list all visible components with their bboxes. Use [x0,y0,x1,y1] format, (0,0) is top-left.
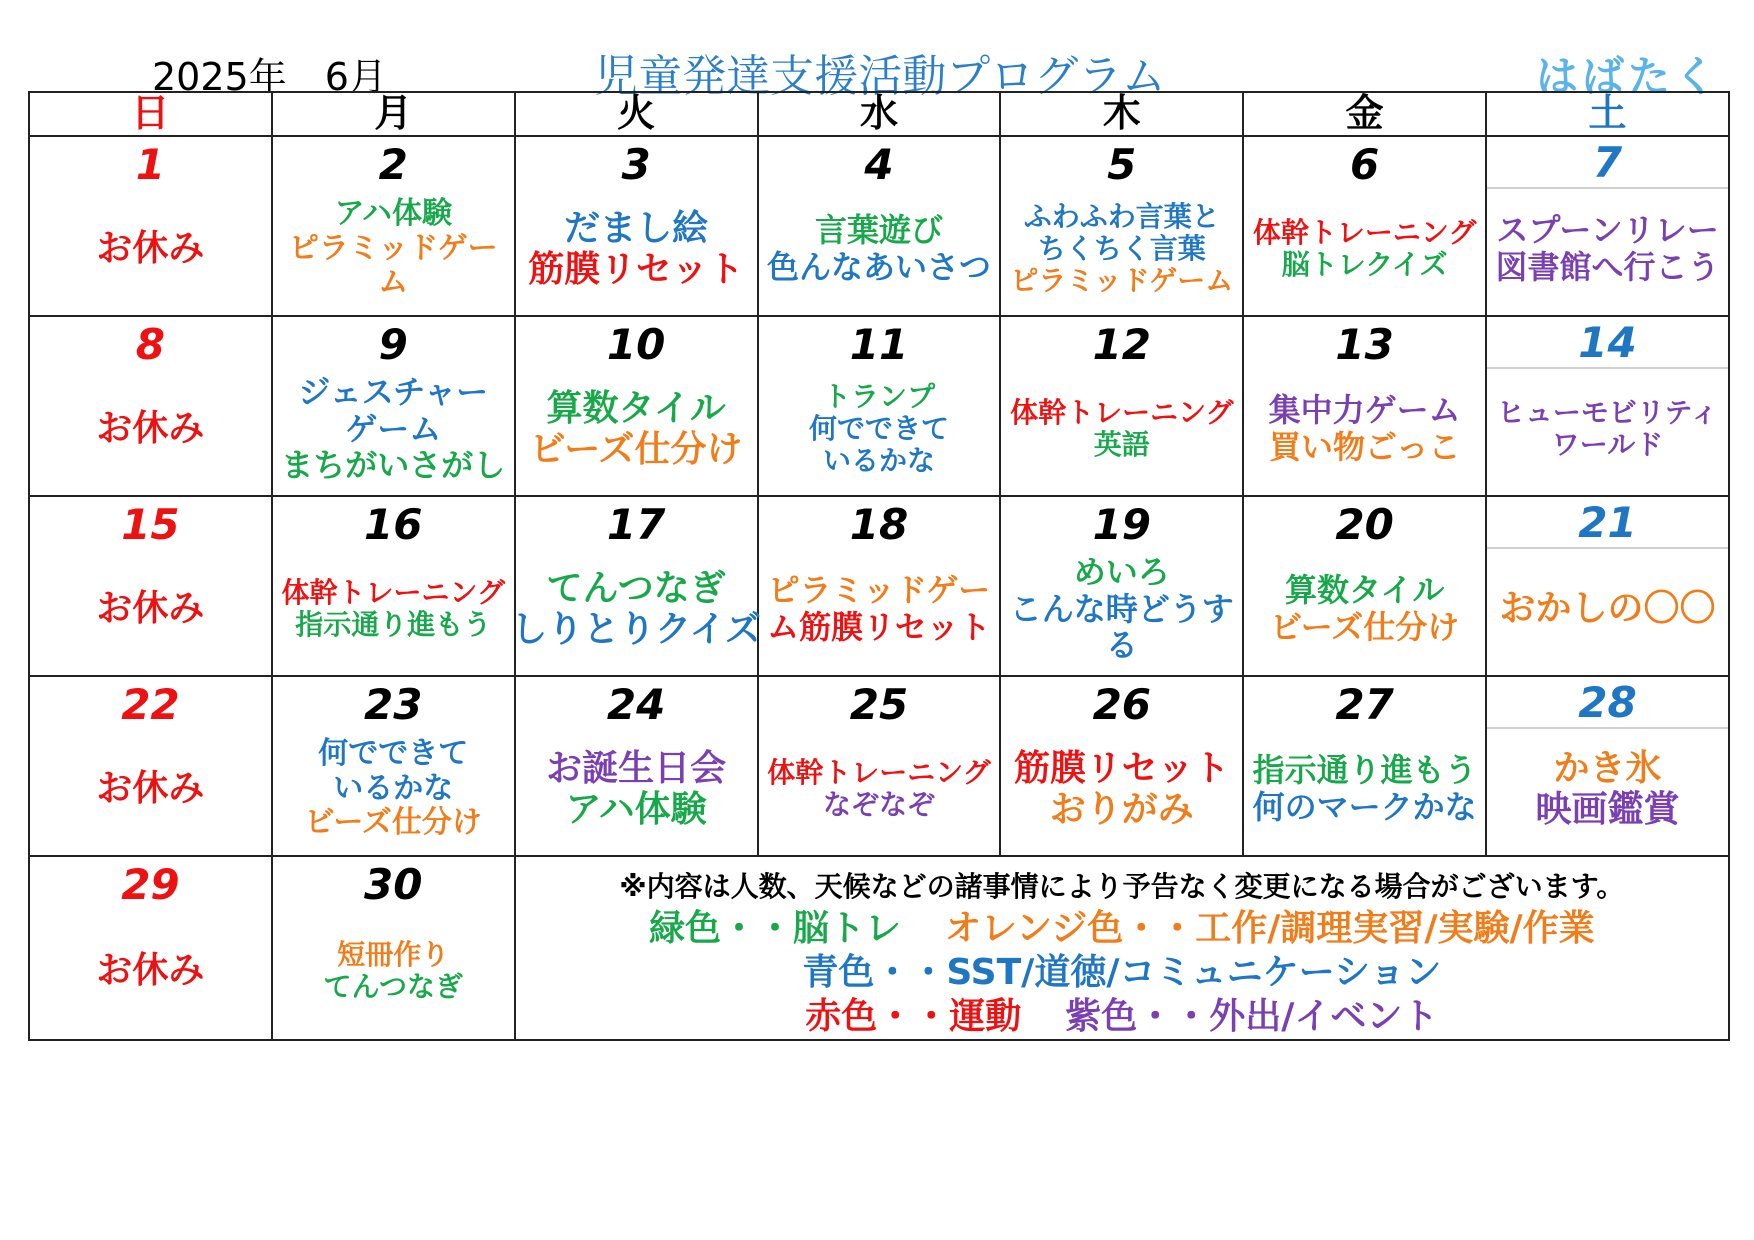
day-cell-13 [1243,316,1486,496]
activity-item: お誕生日会 [546,747,727,789]
day-cell-6 [1243,136,1486,316]
day-cell-23 [272,676,515,856]
activity-item: ピラミッドゲーム [1010,264,1234,298]
activity-list [275,907,512,1035]
activity-item: お休み [96,950,205,992]
activity-item: なぞなぞ [822,788,935,821]
day-number: 24 [606,680,666,729]
activity-item: 算数タイル [1284,571,1445,610]
activity-item: ふわふわ言葉と [1023,199,1220,233]
activity-list [32,187,269,311]
week-row [29,316,1729,496]
activity-item: お休み [96,768,205,810]
activity-item: ちくちく言葉 [1037,231,1206,265]
day-cell-20 [1243,496,1486,676]
weekday-thu: 木 [1000,92,1243,136]
logo-text: はばたく [1535,52,1720,101]
day-number: 10 [606,320,666,369]
day-number: 3 [621,140,651,189]
activity-list [1003,727,1240,851]
activity-item: 体幹トレーニング [281,575,505,609]
activity-list [1246,367,1483,491]
activity-item: 筋膜リセット [1013,747,1230,789]
activity-item: 英語 [1093,428,1150,461]
activity-item: ム [378,265,409,301]
activity-item: アハ体験 [565,789,707,830]
day-number: 1 [135,140,166,189]
activity-item: ジェスチャー [298,372,489,411]
day-cell-29 [29,856,272,1040]
activity-item: ヒューモビリティ [1496,395,1719,429]
week-row [29,856,1729,1040]
activity-item: 色んなあいさつ [766,248,991,286]
day-cell-10 [515,316,758,496]
day-cell-7 [1486,136,1729,316]
day-number: 9 [378,320,408,369]
activity-list [761,367,998,491]
activity-item: お休み [96,588,205,630]
weekday-mon: 月 [272,92,515,136]
activity-list [275,367,512,491]
day-number: 27 [1335,680,1394,729]
activity-list [32,367,269,491]
day-number: 20 [1335,500,1394,549]
activity-list [1003,367,1240,491]
activity-list [1489,547,1726,671]
activity-list [761,187,998,311]
activity-item: いるかな [333,770,454,806]
day-cell-24 [515,676,758,856]
activity-list [32,907,269,1035]
day-number: 18 [849,500,909,549]
activity-item: てんつなぎ [546,567,726,609]
day-cell-3 [515,136,758,316]
legend-red: 赤色・・運動 [805,996,1022,1037]
day-number: 26 [1092,680,1152,729]
activity-item: 体幹トレーニング [1010,395,1234,429]
day-cell-19 [1000,496,1243,676]
day-number: 14 [1487,321,1728,369]
day-cell-5 [1000,136,1243,316]
activity-list [1246,547,1483,671]
day-number: 23 [364,680,423,729]
activity-list [518,727,755,851]
activity-list [518,187,755,311]
activity-item: る [1105,626,1138,665]
weekday-sat: 土 [1486,92,1729,136]
activity-item: 集中力ゲーム [1268,391,1461,430]
activity-list [275,727,512,851]
activity-item: だまし絵 [564,207,709,249]
weekday-sun: 日 [29,92,272,136]
legend-orange: オレンジ色・・工作/調理実習/実験/作業 [945,908,1595,949]
day-number: 12 [1092,320,1152,369]
weekday-tue: 火 [515,92,758,136]
activity-list [1489,187,1726,311]
activity-item: 算数タイル [546,387,726,429]
activity-item: ビーズ仕分け [304,805,482,841]
activity-item: しりとりクイズ [511,609,762,650]
day-number: 17 [606,500,666,549]
day-number: 15 [121,500,180,549]
day-cell-30 [272,856,515,1040]
activity-item: お休み [96,408,205,450]
day-number: 22 [121,680,180,729]
weekday-wed: 水 [758,92,1001,136]
activity-list [761,547,998,671]
day-number: 28 [1487,681,1728,729]
day-cell-11 [758,316,1001,496]
day-number: 6 [1350,140,1380,189]
activity-list [32,547,269,671]
day-cell-28 [1486,676,1729,856]
day-cell-14 [1486,316,1729,496]
activity-item: ビーズ仕分け [529,429,743,470]
calendar-header [30,40,1730,102]
day-number: 16 [364,500,423,549]
day-number: 7 [1487,141,1728,189]
activity-list [1489,367,1726,491]
activity-item: お休み [96,228,205,270]
day-cell-27 [1243,676,1486,856]
activity-list [511,547,762,671]
day-number: 19 [1092,500,1152,549]
change-notice: ※内容は人数、天候などの諸事情により予告なく変更になる場合がございます。 [619,870,1625,903]
day-number: 13 [1335,320,1394,369]
activity-list [275,187,512,311]
activity-item: ワールド [1551,428,1664,461]
calendar-grid [28,91,1730,1041]
day-cell-9 [272,316,515,496]
day-cell-18 [758,496,1001,676]
activity-item: 指示通り進もう [295,608,492,641]
activity-item: かき氷 [1553,747,1662,789]
week-row [29,136,1729,316]
day-number: 29 [121,860,180,909]
activity-item: てんつなぎ [323,970,463,1003]
day-number: 25 [849,680,909,729]
activity-item: ゲーム [345,409,442,448]
day-number: 4 [864,140,894,189]
activity-list [1003,187,1240,311]
activity-list [1003,547,1240,671]
activity-item: 映画鑑賞 [1535,789,1680,830]
activity-item: まちがいさがし [281,446,506,485]
activity-item: おかしの〇〇 [1499,588,1716,630]
day-number: 5 [1107,140,1137,189]
day-cell-25 [758,676,1001,856]
day-cell-4 [758,136,1001,316]
activity-list [761,727,998,851]
activity-item: 体幹トレーニング [767,755,991,789]
day-number: 30 [364,860,423,909]
day-cell-1 [29,136,272,316]
activity-item: 買い物ごっこ [1268,428,1461,466]
activity-item: アハ体験 [334,196,453,232]
day-cell-16 [272,496,515,676]
activity-list [1489,727,1726,851]
week-row [29,676,1729,856]
activity-item: こんな時どうす [1009,589,1234,628]
activity-item: 何でできて [808,411,949,445]
activity-item: 体幹トレーニング [1252,215,1477,249]
day-cell-12 [1000,316,1243,496]
legend-cell [515,856,1729,1040]
activity-item: ム筋膜リセット [767,608,991,646]
activity-item: 脳トレクイズ [1281,248,1448,281]
day-cell-21 [1486,496,1729,676]
activity-list [32,727,269,851]
activity-item: 何のマークかな [1252,788,1477,826]
day-cell-2 [272,136,515,316]
legend-purple: 紫色・・外出/イベント [1065,996,1439,1037]
legend-green: 緑色・・脳トレ [649,908,902,949]
activity-item: おりがみ [1049,789,1194,830]
day-cell-17 [511,496,762,676]
day-number: 8 [135,320,166,369]
day-number: 11 [849,320,909,369]
day-number: 2 [378,140,408,189]
activity-item: 何でできて [318,736,469,772]
activity-item: 短冊作り [337,937,450,971]
activity-list [518,367,755,491]
month-label: 2025年 6月 [152,55,387,99]
activity-item: スプーンリレー [1496,211,1719,250]
activity-item: 図書館へ行こう [1495,248,1720,286]
activity-list [275,547,512,671]
activity-item: 筋膜リセット [528,249,744,290]
activity-item: めいろ [1073,552,1170,591]
activity-list [1246,727,1483,851]
activity-item: ピラミッドゲー [288,230,498,266]
activity-item: トランプ [822,379,935,413]
day-number: 21 [1487,501,1728,549]
day-cell-22 [29,676,272,856]
activity-item: 指示通り進もう [1252,751,1477,790]
week-row [29,496,1729,676]
weekday-fri: 金 [1243,92,1486,136]
activity-item: ピラミッドゲー [767,571,991,610]
activity-list [1246,187,1483,311]
weekday-header-row [29,92,1729,136]
activity-item: いるかな [822,444,935,478]
day-cell-8 [29,316,272,496]
activity-item: 言葉遊び [814,211,943,250]
day-cell-26 [1000,676,1243,856]
day-cell-15 [29,496,272,676]
activity-item: ビーズ仕分け [1270,608,1460,646]
legend-blue: 青色・・SST/道徳/コミュニケーション [802,952,1442,993]
page-title: 児童発達支援活動プログラム [594,51,1166,102]
